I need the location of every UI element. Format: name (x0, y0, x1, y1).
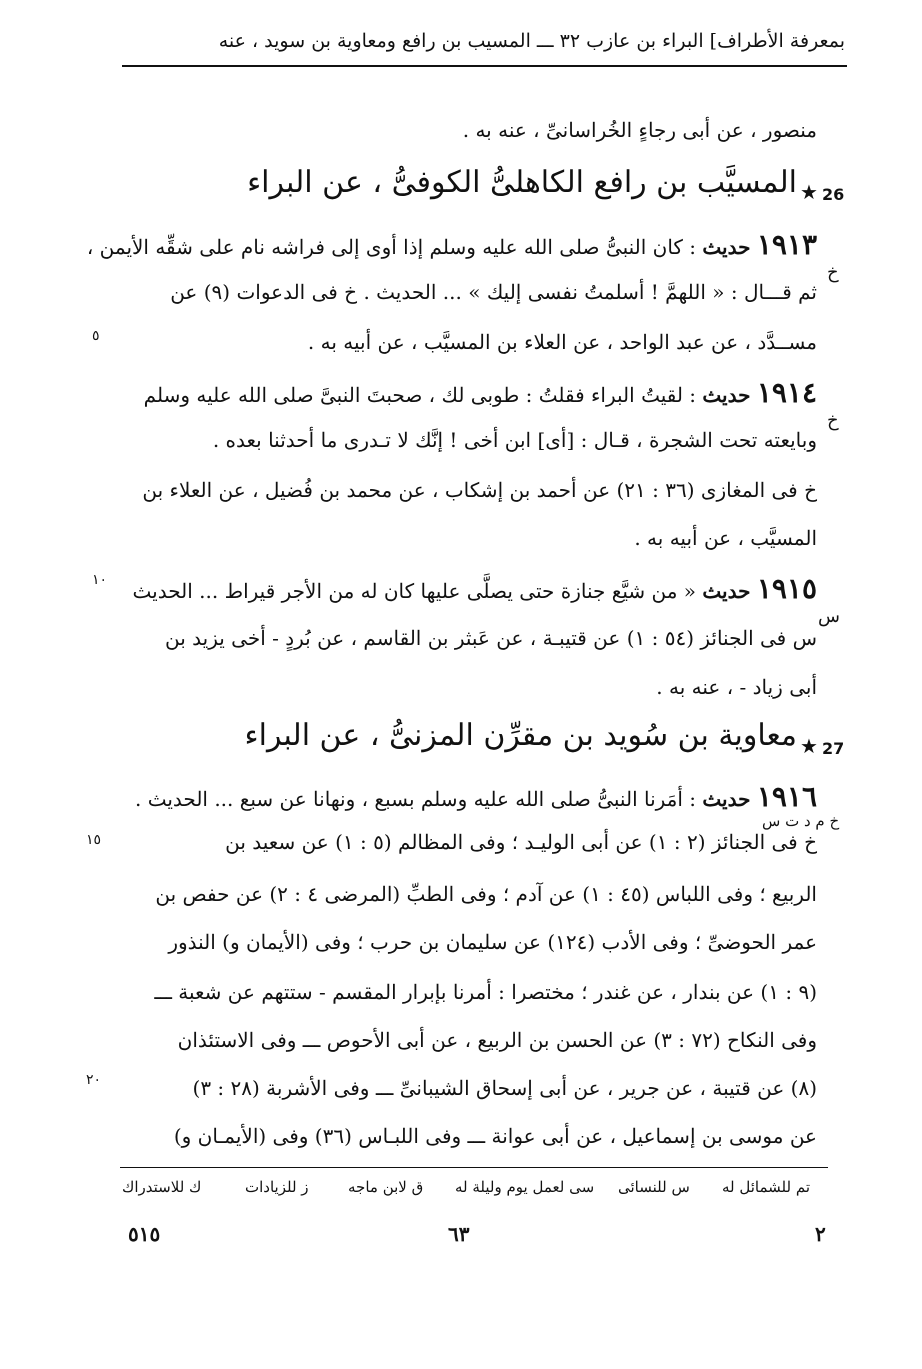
hadith-1916-line-3: الربيع ؛ وفى اللباس (٤٥ : ١) عن آدم ؛ وفى الطبِّ (المرضى ٤ : ٢) عن حفص بن (155, 882, 817, 906)
hadith-1916-line-1 (127, 780, 817, 814)
entry-title-27: معاوية بن سُويد بن مقرِّن المزنىُّ ، عن البراء (244, 718, 797, 753)
footer-key-item: سى لعمل يوم وليلة له (455, 1178, 595, 1196)
hadith-1915-line-1 (127, 572, 817, 606)
hadith-1914-line-1 (127, 376, 817, 410)
hadith-label: حديث (702, 235, 751, 259)
hadith-number: ١٩١٤ (756, 376, 817, 409)
footer-key-item: تم للشمائل له (722, 1178, 811, 1196)
hadith-1916-line-7: (٨) عن قتيبة ، عن جرير ، عن أبى إسحاق الشيبانىِّ ـــ وفى الأشربة (٢٨ : ٣) (192, 1076, 817, 1100)
hadith-1913-line-2: ثم قـــال : « اللهمَّ ! أسلمتُ نفسى إليك » ... الحديث . خ فى الدعوات (٩) عن (170, 280, 817, 304)
hadith-1915-line-3: أبى زياد - ، عنه به . (656, 675, 817, 699)
hadith-text: : أمَرنا النبىُّ صلى الله عليه وسلم بسبع ، ونهانا عن سبع ... الحديث . (134, 787, 697, 811)
margin-siglum: خ (827, 410, 839, 431)
hadith-1914-line-4: المسيَّب ، عن أبيه به . (634, 526, 817, 550)
hadith-text: : كان النبىُّ صلى الله عليه وسلم إذا أوى إلى فراشه نام على شقِّه الأيمن ، (86, 235, 697, 259)
hadith-1916-line-5: (٩ : ١) عن بندار ، عن غندر ؛ مختصرا : أمرنا بإبرار المقسم - ستتهم عن شعبة ـــ (154, 980, 817, 1004)
footer-key-item: ق لابن ماجه (348, 1178, 424, 1196)
margin-sigla-group: خ م د ت س (762, 812, 840, 830)
hadith-number: ١٩١٥ (756, 572, 817, 605)
entry-title-26: المسيَّب بن رافع الكاهلىُّ الكوفىُّ ، عن البراء (247, 165, 797, 200)
continuation-line: منصور ، عن أبى رجاءٍ الخُراسانىِّ ، عنه به . (462, 118, 817, 142)
header-rule (122, 65, 847, 67)
footer-rule (120, 1167, 828, 1168)
hadith-1916-line-2: خ فى الجنائز (٢ : ١) عن أبى الوليـد ؛ وفى المظالم (٥ : ١) عن سعيد بن (225, 830, 817, 854)
hadith-text: « من شيَّع جنازة حتى يصلَّى عليها كان له من الأجر قيراط ... الحديث (132, 579, 697, 603)
hadith-1916-line-4: عمر الحوضىِّ ؛ وفى الأدب (١٢٤) عن سليمان بن حرب ؛ وفى (الأيمان و) النذور (168, 930, 817, 954)
margin-line-number: ١٥ (86, 832, 102, 848)
hadith-1913-line-1 (86, 228, 817, 262)
star-icon: ★ (800, 734, 818, 758)
hadith-number: ١٩١٦ (756, 780, 817, 813)
margin-line-number: ١٠ (92, 572, 108, 588)
star-icon: ★ (800, 180, 818, 204)
margin-siglum: خ (827, 262, 839, 283)
hadith-label: حديث (702, 787, 751, 811)
hadith-1916-line-6: وفى النكاح (٧٢ : ٣) عن الحسن بن الربيع ، عن أبى الأحوص ـــ وفى الاستئذان (177, 1028, 817, 1052)
footer-key-item: س للنسائى (618, 1178, 690, 1196)
hadith-text: : لقيتُ البراء فقلتُ : طوبى لك ، صحبتَ النبىَّ صلى الله عليه وسلم (143, 383, 697, 407)
margin-line-number: ٥ (92, 328, 100, 344)
entry-number-27: 27 (822, 739, 845, 758)
footer-key-item: ك للاستدراك (122, 1178, 202, 1196)
hadith-label: حديث (702, 383, 751, 407)
folio-right: ٢ (815, 1222, 826, 1246)
hadith-1916-line-8: عن موسى بن إسماعيل ، عن أبى عوانة ـــ وفى اللبـاس (٣٦) وفى (الأيمـان و) (173, 1124, 817, 1148)
hadith-1914-line-2: وبايعته تحت الشجرة ، قـال : [أى] ابن أخى ! إنَّك لا تـدرى ما أحدثنا بعده . (212, 428, 817, 452)
folio-left: ٥١٥ (128, 1222, 161, 1246)
hadith-label: حديث (702, 579, 751, 603)
hadith-1915-line-2: س فى الجنائز (٥٤ : ١) عن قتيبـة ، عن عَبثر بن القاسم ، عن بُردٍ - أخى يزيد بن (164, 626, 817, 650)
page-number: ٦٣ (448, 1222, 470, 1246)
margin-siglum: س (818, 606, 840, 627)
footer-key-item: ز للزيادات (245, 1178, 309, 1196)
hadith-1913-line-3: مســدَّد ، عن عبد الواحد ، عن العلاء بن المسيَّب ، عن أبيه به . (307, 330, 817, 354)
margin-line-number: ٢٠ (86, 1072, 102, 1088)
hadith-1914-line-3: خ فى المغازى (٣٦ : ٢١) عن أحمد بن إشكاب ، عن محمد بن فُضيل ، عن العلاء بن (142, 478, 817, 502)
hadith-number: ١٩١٣ (756, 228, 817, 261)
entry-number-26: 26 (822, 185, 845, 204)
running-header: بمعرفة الأطراف] البراء بن عازب ٣٢ ـــ المسيب بن رافع ومعاوية بن سويد ، عنه (218, 30, 845, 52)
